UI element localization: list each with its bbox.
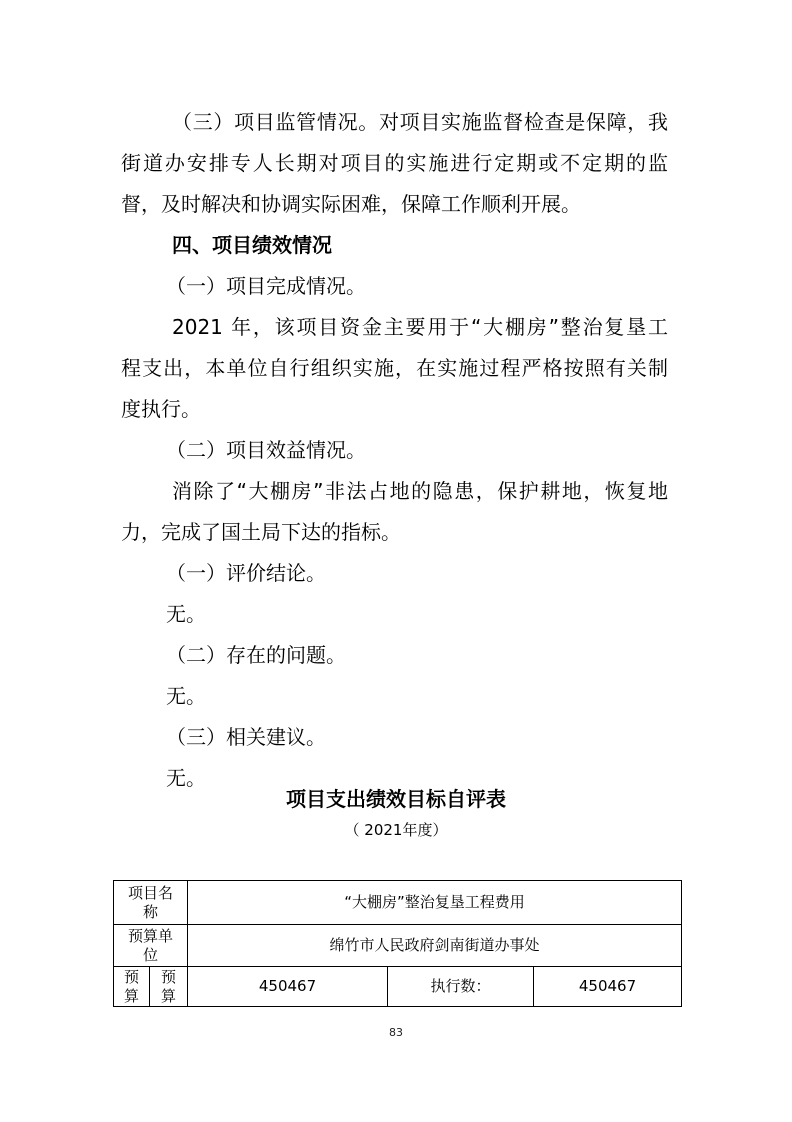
table-title: 项目支出绩效目标自评表 [286,787,506,811]
project-name-label-cell [114,881,188,925]
subheading-conclusion: （一）评价结论。 [166,561,326,585]
paragraph-funds-line-3: 度执行。 [121,397,201,421]
table-row [114,925,682,967]
subheading-issues: （二）存在的问题。 [166,643,346,667]
budget-unit-label-line-2: 位 [143,945,159,964]
performance-table [113,880,682,1007]
section-heading-performance: 四、项目绩效情况 [172,233,332,257]
budget-unit-label-line-1: 预算单 [128,926,174,945]
budget-label-b-line-2: 算 [161,986,177,1005]
execution-label-cell: 执行数： [388,967,534,1007]
project-name-label-line-2: 称 [143,902,159,921]
paragraph-funds-line-2: 程支出，本单位自行组织实施，在实施过程严格按照有关制 [121,356,668,380]
budget-unit-label-cell [114,925,188,967]
table-subtitle: （ 2021年度） [344,821,448,839]
text-none-3: 无。 [166,766,206,790]
paragraph-supervision-line-3: 督，及时解决和协调实际困难，保障工作顺利开展。 [121,192,581,216]
subheading-completion: （一）项目完成情况。 [166,274,366,298]
table-row [114,967,682,1007]
paragraph-supervision-line-1: （三）项目监管情况。对项目实施监督检查是保障，我 [172,110,668,134]
subheading-benefit: （二）项目效益情况。 [166,438,366,462]
paragraph-benefit-line-2: 力，完成了国土局下达的指标。 [121,520,401,544]
project-name-label-line-1: 项目名 [128,883,174,902]
table-row [114,881,682,925]
budget-value-cell: 450467 [188,967,388,1007]
paragraph-benefit-line-1: 消除了“大棚房”非法占地的隐患，保护耕地，恢复地 [172,479,668,503]
project-name-value-cell: “大棚房”整治复垦工程费用 [188,881,682,925]
execution-value-cell: 450467 [534,967,682,1007]
budget-label-a-line-2: 算 [123,986,139,1005]
paragraph-supervision-line-2: 街道办安排专人长期对项目的实施进行定期或不定期的监 [121,151,668,175]
budget-label-b-cell [150,967,188,1007]
text-none-1: 无。 [166,602,206,626]
paragraph-funds-line-1: 2021 年，该项目资金主要用于“大棚房”整治复垦工 [172,315,668,339]
page-number: 83 [389,1026,403,1039]
text-none-2: 无。 [166,684,206,708]
budget-label-a-line-1: 预 [123,967,139,986]
budget-label-b-line-1: 预 [161,967,177,986]
budget-unit-value-cell: 绵竹市人民政府剑南街道办事处 [188,925,682,967]
budget-label-a-cell [114,967,150,1007]
subheading-suggestions: （三）相关建议。 [166,725,326,749]
